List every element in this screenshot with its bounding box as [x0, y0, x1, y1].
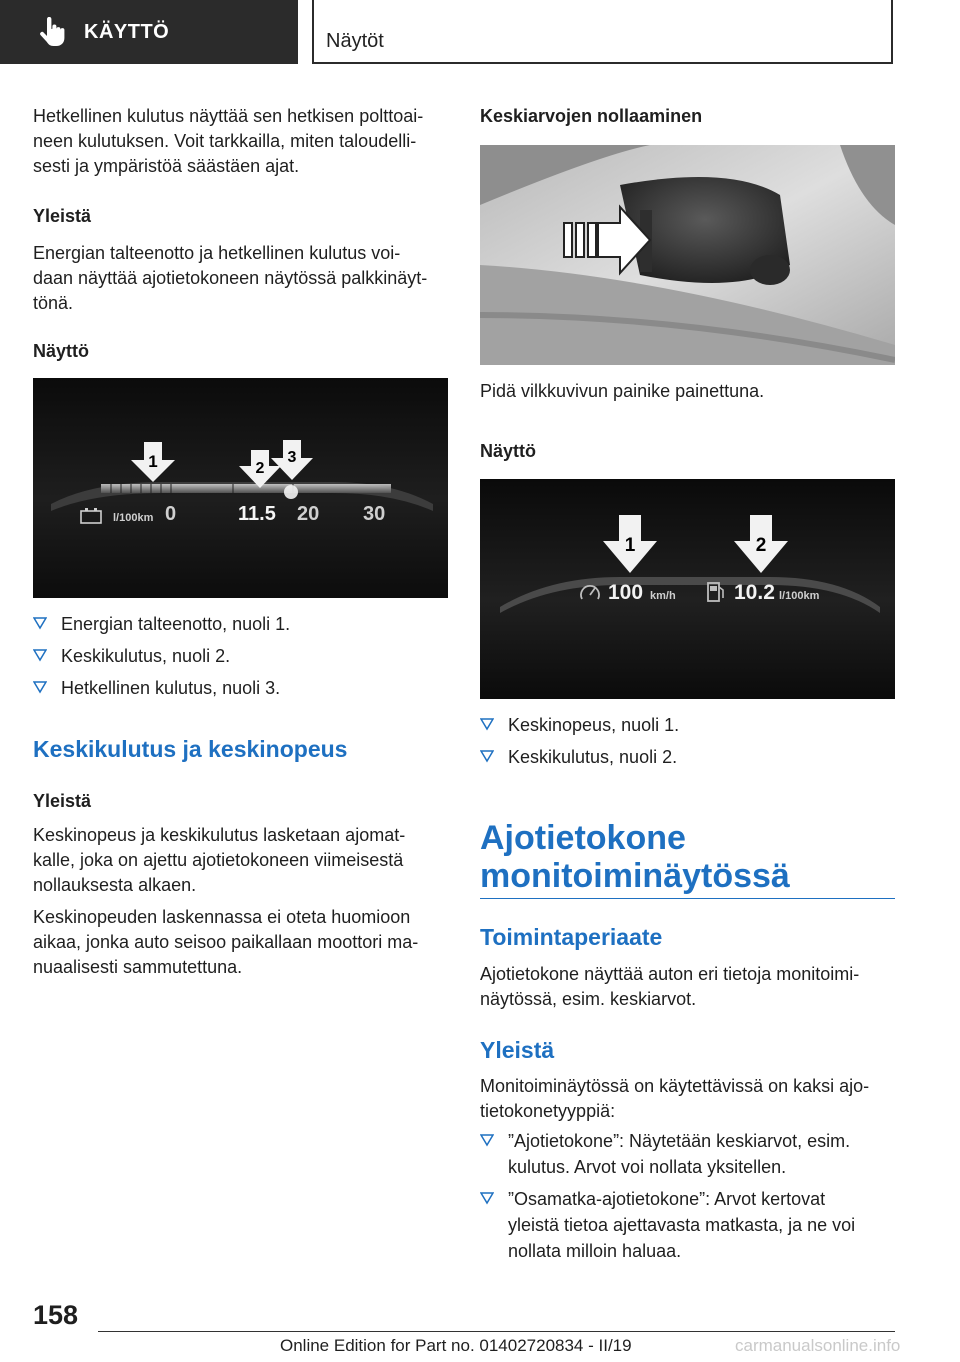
arrow-3: 3: [269, 440, 315, 480]
heading-principle: Toimintaperiaate: [480, 924, 663, 950]
heading-general-2: Yleistä: [33, 791, 92, 811]
speed-value: 100: [608, 581, 644, 604]
page-number: 158: [33, 1300, 79, 1330]
general-paragraph-3: Monitoiminäytössä on käytettävissä on kaksi ajo- tietokonetyyppiä:: [480, 1076, 870, 1121]
triangle-bullet-icon: [480, 717, 494, 731]
heading-reset: Keskiarvojen nollaaminen: [480, 106, 703, 126]
arrow-2: 2: [732, 515, 790, 573]
arrow-1: 1: [129, 442, 177, 482]
tick-30: 30: [363, 503, 386, 525]
watermark: carmanualsonline.info: [735, 1336, 901, 1355]
list-item: ”Ajotietokone”: Näytetään keskiarvot, esim. kulutus. Arvot voi nollata yksitellen.: [480, 1128, 895, 1180]
triangle-bullet-icon: [480, 1191, 494, 1205]
general-paragraph-2a: Keskinopeus ja keskikulutus lasketaan ajomat- kalle, joka on ajettu ajotietokoneen viimeisestä nollauksesta alkaen.: [33, 825, 406, 895]
heading-rule: [480, 898, 895, 899]
footer-rule: [98, 1331, 895, 1332]
speed-unit: km/h: [650, 590, 676, 602]
hand-pointer-icon: [38, 17, 66, 47]
tick-11-5: 11.5: [238, 503, 276, 525]
list-item: Keskikulutus, nuoli 2.: [480, 744, 895, 770]
average-display-figure: [480, 479, 895, 699]
chapter-title: Näytöt: [326, 30, 384, 52]
triangle-bullet-icon: [480, 749, 494, 763]
heading-average: Keskikulutus ja keskinopeus: [33, 736, 348, 762]
edition-note: Online Edition for Part no. 01402720834 - II/19: [280, 1336, 632, 1355]
principle-paragraph: Ajotietokone näyttää auton eri tietoja monitoimi- näytössä, esim. keskiarvot.: [480, 964, 860, 1009]
heading-display: Näyttö: [33, 341, 90, 361]
triangle-bullet-icon: [33, 616, 47, 630]
consumption-display-figure: [33, 378, 448, 598]
general-paragraph: Energian talteenotto ja hetkellinen kulutus voi- daan näyttää ajotietokoneen näytössä palkkinäyt- tönä.: [33, 243, 428, 313]
section-tab: [0, 0, 298, 64]
turn-signal-stalk-figure: [480, 145, 895, 365]
heading-display-2: Näyttö: [480, 441, 537, 461]
list-item: ”Osamatka-ajotietokone”: Arvot kertovat yleistä tietoa ajettavasta matkasta, ja ne voi nollata milloin haluaa.: [480, 1186, 895, 1264]
heading-general: Yleistä: [33, 206, 92, 226]
list-item: Keskinopeus, nuoli 1.: [480, 712, 895, 738]
unit-label: l/100km: [113, 512, 154, 524]
intro-paragraph: Hetkellinen kulutus näyttää sen hetkisen polttoai- neen kulutuksen. Voit tarkkailla, miten taloudelli- sesti ja ympäristöä säästäen ajat.: [33, 106, 424, 176]
tick-0: 0: [165, 503, 177, 525]
section-title: KÄYTTÖ: [84, 20, 170, 43]
reset-instruction: Pidä vilkkuvivun painike painettuna.: [480, 381, 765, 401]
consumption-value: 10.2: [734, 581, 775, 604]
triangle-bullet-icon: [33, 648, 47, 662]
tick-20: 20: [297, 503, 320, 525]
triangle-bullet-icon: [480, 1133, 494, 1147]
heading-trip-computer-line2: monitoiminäytössä: [480, 857, 790, 895]
arrow-1: 1: [601, 515, 659, 573]
arrow-2: 2: [237, 450, 283, 488]
list-item: Keskikulutus, nuoli 2.: [33, 643, 448, 669]
heading-trip-computer-line1: Ajotietokone: [480, 819, 686, 857]
general-paragraph-2b: Keskinopeuden laskennassa ei oteta huomioon aikaa, jonka auto seisoo paikallaan moottori ma- nuaalisesti sammutettuna.: [33, 907, 419, 977]
list-item: Energian talteenotto, nuoli 1.: [33, 611, 448, 637]
heading-general-3: Yleistä: [480, 1037, 555, 1063]
chapter-box: [312, 0, 893, 64]
triangle-bullet-icon: [33, 680, 47, 694]
consumption-unit: l/100km: [779, 590, 820, 602]
list-item: Hetkellinen kulutus, nuoli 3.: [33, 675, 448, 701]
